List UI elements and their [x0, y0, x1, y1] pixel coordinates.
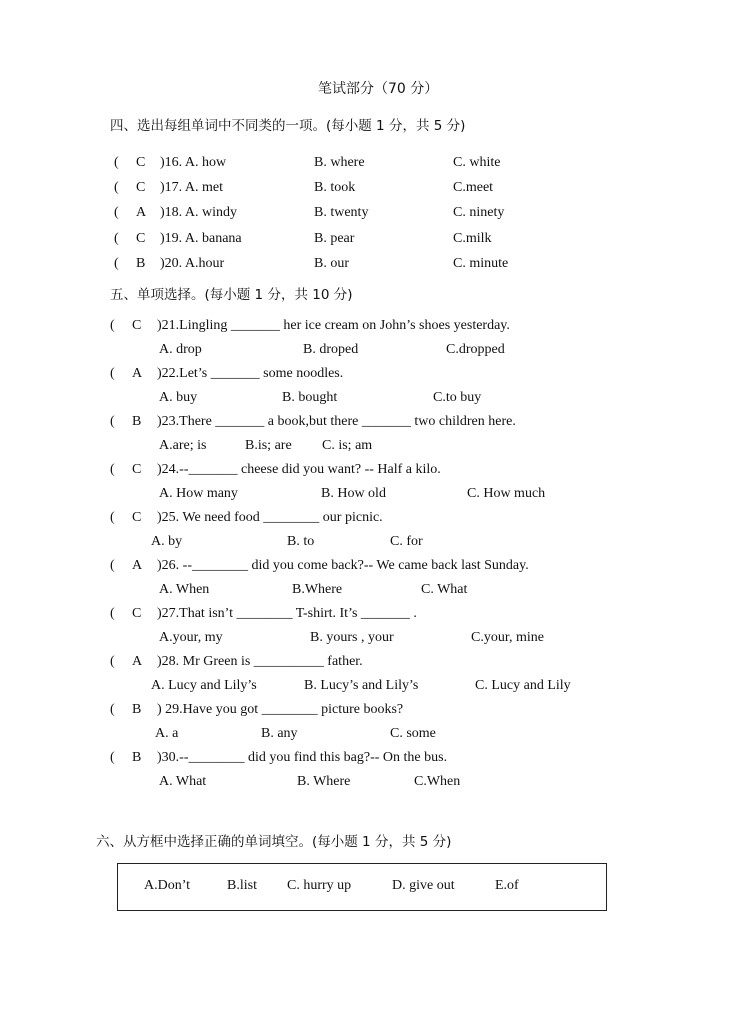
option-a: A. a — [155, 726, 179, 741]
option-a: A. What — [159, 774, 207, 789]
answer-paren: ( — [110, 366, 115, 381]
option-a: A. Lucy and Lily’s — [151, 678, 257, 693]
answer-letter: A — [132, 558, 143, 573]
option-c: C.dropped — [446, 342, 505, 357]
word-option-e: E.of — [495, 878, 519, 893]
option-a: A. When — [159, 582, 210, 597]
question-text: )17. A. met — [160, 180, 223, 195]
answer-paren: ( — [110, 318, 115, 333]
option-b: B.is; are — [245, 438, 292, 453]
section-4-heading: 四、选出每组单词中不同类的一项。(每小题 1 分，共 5 分) — [110, 118, 466, 134]
question-text: )23.There _______ a book,but there _______ two children here. — [157, 414, 516, 429]
option-b: B. any — [261, 726, 298, 741]
answer-paren: ( — [110, 606, 115, 621]
word-option-d: D. give out — [392, 878, 455, 893]
question-text: )18. A. windy — [160, 205, 237, 220]
option-c: C. for — [390, 534, 423, 549]
section-6-heading: 六、从方框中选择正确的单词填空。(每小题 1 分，共 5 分) — [96, 834, 452, 850]
option-b: B. Lucy’s and Lily’s — [304, 678, 419, 693]
question-text: )27.That isn’t ________ T-shirt. It’s _______ . — [157, 606, 417, 621]
answer-paren: ( — [110, 654, 115, 669]
answer-letter: C — [136, 180, 146, 195]
option-b: B. to — [287, 534, 315, 549]
answer-letter: A — [136, 205, 147, 220]
answer-paren: ( — [114, 231, 119, 246]
option-b: B.Where — [292, 582, 343, 597]
answer-letter: B — [132, 702, 142, 717]
option-c: C. white — [453, 155, 501, 170]
answer-letter: C — [136, 231, 146, 246]
word-bank-box — [117, 863, 607, 911]
option-a: A. drop — [159, 342, 202, 357]
question-text: )25. We need food ________ our picnic. — [157, 510, 383, 525]
option-a: A.your, my — [159, 630, 223, 645]
option-b: B. pear — [314, 231, 355, 246]
answer-letter: C — [132, 462, 142, 477]
question-text: )26. --________ did you come back?-- We came back last Sunday. — [157, 558, 529, 573]
option-c: C. What — [421, 582, 468, 597]
option-c: C. minute — [453, 256, 509, 271]
option-b: B. How old — [321, 486, 386, 501]
answer-paren: ( — [110, 414, 115, 429]
section-5-heading: 五、单项选择。(每小题 1 分，共 10 分) — [110, 287, 353, 303]
option-b: B. where — [314, 155, 365, 170]
word-option-b: B.list — [227, 878, 257, 893]
answer-paren: ( — [110, 750, 115, 765]
word-option-c: C. hurry up — [287, 878, 352, 893]
option-b: B. our — [314, 256, 349, 271]
answer-letter: A — [132, 654, 143, 669]
answer-letter: C — [132, 510, 142, 525]
option-a: A. How many — [159, 486, 238, 501]
option-c: C. is; am — [322, 438, 373, 453]
answer-paren: ( — [114, 180, 119, 195]
question-text: )16. A. how — [160, 155, 227, 170]
answer-paren: ( — [110, 462, 115, 477]
question-text: )28. Mr Green is __________ father. — [157, 654, 363, 669]
answer-paren: ( — [110, 702, 115, 717]
option-a: A.are; is — [159, 438, 207, 453]
answer-paren: ( — [114, 205, 119, 220]
answer-paren: ( — [110, 558, 115, 573]
answer-letter: A — [132, 366, 143, 381]
option-a: A. buy — [159, 390, 198, 405]
answer-letter: B — [136, 256, 146, 271]
answer-letter: B — [132, 414, 142, 429]
option-b: B. droped — [303, 342, 359, 357]
option-c: C. Lucy and Lily — [475, 678, 571, 693]
option-b: B. yours , your — [310, 630, 394, 645]
answer-paren: ( — [114, 155, 119, 170]
question-text: )24.--_______ cheese did you want? -- Half a kilo. — [157, 462, 441, 477]
question-text: )21.Lingling _______ her ice cream on John’s shoes yesterday. — [157, 318, 510, 333]
question-text: )22.Let’s _______ some noodles. — [157, 366, 344, 381]
option-b: B. bought — [282, 390, 338, 405]
answer-paren: ( — [110, 510, 115, 525]
option-c: C. ninety — [453, 205, 505, 220]
option-c: C.your, mine — [471, 630, 544, 645]
answer-letter: C — [132, 606, 142, 621]
page-title: 笔试部分（70 分） — [318, 81, 439, 97]
answer-letter: C — [132, 318, 142, 333]
question-text: )19. A. banana — [160, 231, 242, 246]
answer-letter: C — [136, 155, 146, 170]
option-c: C.milk — [453, 231, 492, 246]
option-c: C.to buy — [433, 390, 482, 405]
question-text: ) 29.Have you got ________ picture books? — [157, 702, 404, 717]
option-a: A. by — [151, 534, 183, 549]
option-c: C. How much — [467, 486, 546, 501]
option-b: B. Where — [297, 774, 351, 789]
option-b: B. took — [314, 180, 356, 195]
question-text: )30.--________ did you find this bag?-- On the bus. — [157, 750, 448, 765]
option-b: B. twenty — [314, 205, 369, 220]
question-text: )20. A.hour — [160, 256, 225, 271]
option-c: C.When — [414, 774, 461, 789]
answer-letter: B — [132, 750, 142, 765]
option-c: C. some — [390, 726, 436, 741]
answer-paren: ( — [114, 256, 119, 271]
option-c: C.meet — [453, 180, 494, 195]
word-option-a: A.Don’t — [144, 878, 191, 893]
